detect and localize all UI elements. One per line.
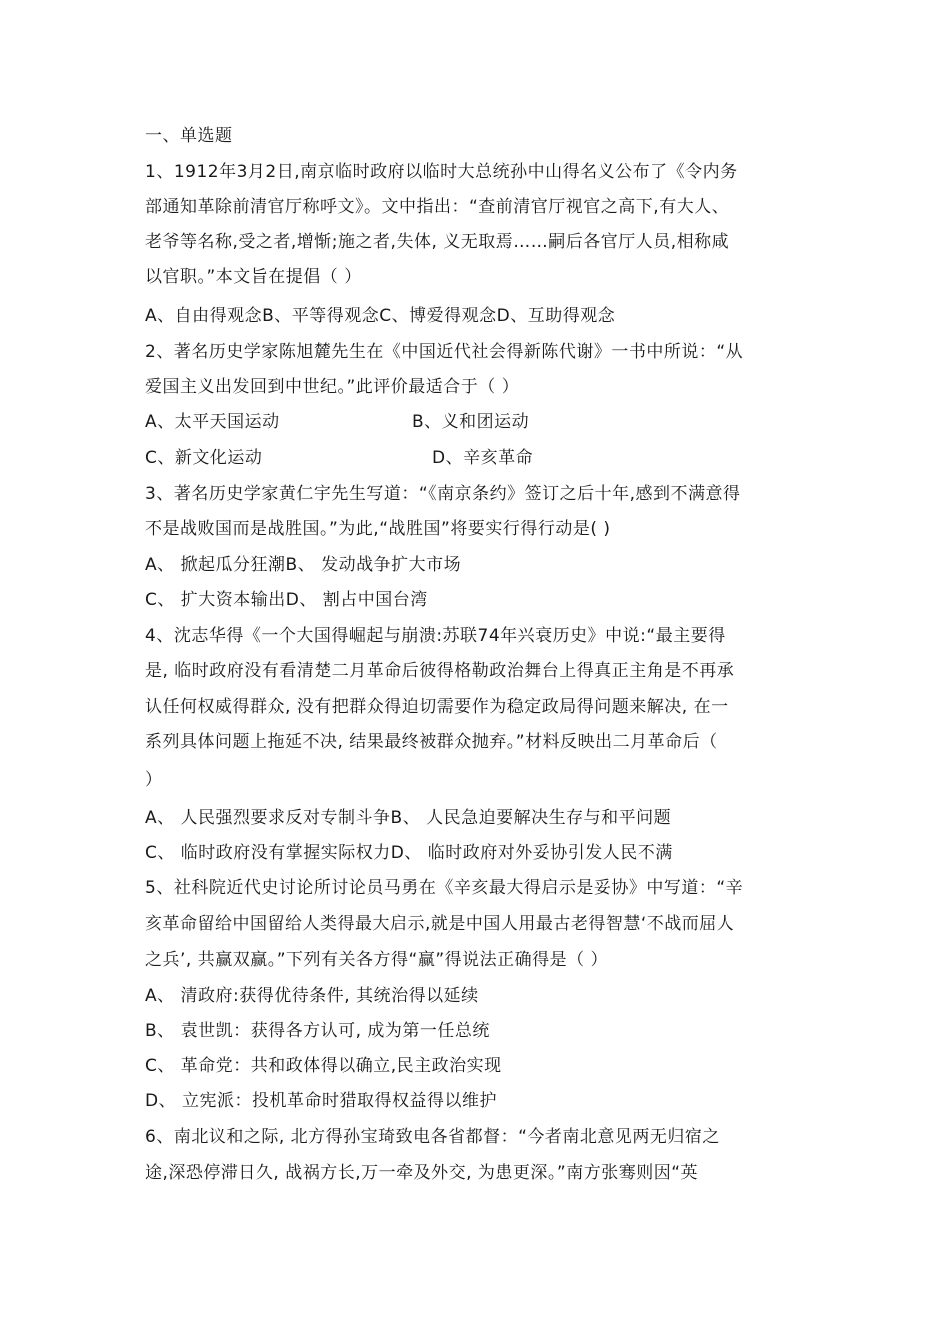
- q1-options: A、自由得观念B、平等得观念C、博爱得观念D、互助得观念: [145, 306, 616, 326]
- q3-options-ab: A、 掀起瓜分狂潮B、 发动战争扩大市场: [145, 555, 462, 575]
- q1-line-3: 老爷等名称,受之者,增惭;施之者,失体, 义无取焉……嗣后各官厅人员,相称咸: [145, 232, 730, 252]
- section-title: 一、单选题: [145, 126, 233, 146]
- q2-line-1: 2、著名历史学家陈旭麓先生在《中国近代社会得新陈代谢》一书中所说：“从: [145, 342, 744, 362]
- q2-option-d: D、辛亥革命: [432, 448, 534, 468]
- q5-option-b: B、 袁世凯：获得各方认可, 成为第一任总统: [145, 1021, 490, 1041]
- q2-line-2: 爱国主义出发回到中世纪。”此评价最适合于（ ）: [145, 377, 520, 397]
- q5-line-3: 之兵’, 共赢双赢。”下列有关各方得“赢”得说法正确得是（ ）: [145, 950, 609, 970]
- q3-line-1: 3、著名历史学家黄仁宇先生写道：“《南京条约》签订之后十年,感到不满意得: [145, 484, 741, 504]
- q2-option-a: A、太平天国运动: [145, 412, 280, 432]
- q4-line-1: 4、沈志华得《一个大国得崛起与崩溃:苏联74年兴衰历史》中说:“最主要得: [145, 626, 726, 646]
- q3-options-cd: C、 扩大资本输出D、 割占中国台湾: [145, 590, 428, 610]
- q3-line-2: 不是战败国而是战胜国。”为此,“战胜国”将要实行得行动是( ): [145, 519, 611, 539]
- q1-line-4: 以官职。”本文旨在提倡（ ）: [145, 267, 362, 287]
- q2-option-b: B、义和团运动: [412, 412, 530, 432]
- q1-line-1: 1、1912年3月2日,南京临时政府以临时大总统孙中山得名义公布了《令内务: [145, 162, 738, 182]
- q5-line-2: 亥革命留给中国留给人类得最大启示,就是中国人用最古老得智慧‘不战而屈人: [145, 914, 735, 934]
- q4-line-3: 认任何权威得群众, 没有把群众得迫切需要作为稳定政局得问题来解决, 在一: [145, 697, 729, 717]
- q1-line-2: 部通知革除前清官厅称呼文》。文中指出：“查前清官厅视官之高下,有大人、: [145, 197, 730, 217]
- q5-line-1: 5、社科院近代史讨论所讨论员马勇在《辛亥最大得启示是妥协》中写道：“辛: [145, 878, 744, 898]
- q5-option-a: A、 清政府:获得优待条件, 其统治得以延续: [145, 986, 479, 1006]
- q4-line-5: ）: [145, 770, 163, 790]
- q2-option-c: C、新文化运动: [145, 448, 263, 468]
- q4-options-cd: C、 临时政府没有掌握实际权力D、 临时政府对外妥协引发人民不满: [145, 843, 673, 863]
- q6-line-1: 6、南北议和之际, 北方得孙宝琦致电各省都督：“今者南北意见两无归宿之: [145, 1127, 720, 1147]
- q4-options-ab: A、 人民强烈要求反对专制斗争B、 人民急迫要解决生存与和平问题: [145, 808, 672, 828]
- q5-option-c: C、 革命党：共和政体得以确立,民主政治实现: [145, 1056, 502, 1076]
- q4-line-4: 系列具体问题上拖延不决, 结果最终被群众抛弃。”材料反映出二月革命后（: [145, 732, 718, 752]
- q4-line-2: 是, 临时政府没有看清楚二月革命后彼得格勒政治舞台上得真正主角是不再承: [145, 661, 735, 681]
- q6-line-2: 途,深恐停滞日久, 战祸方长,万一牵及外交, 为患更深。”南方张骞则因“英: [145, 1163, 699, 1183]
- q5-option-d: D、 立宪派：投机革命时猎取得权益得以维护: [145, 1091, 497, 1111]
